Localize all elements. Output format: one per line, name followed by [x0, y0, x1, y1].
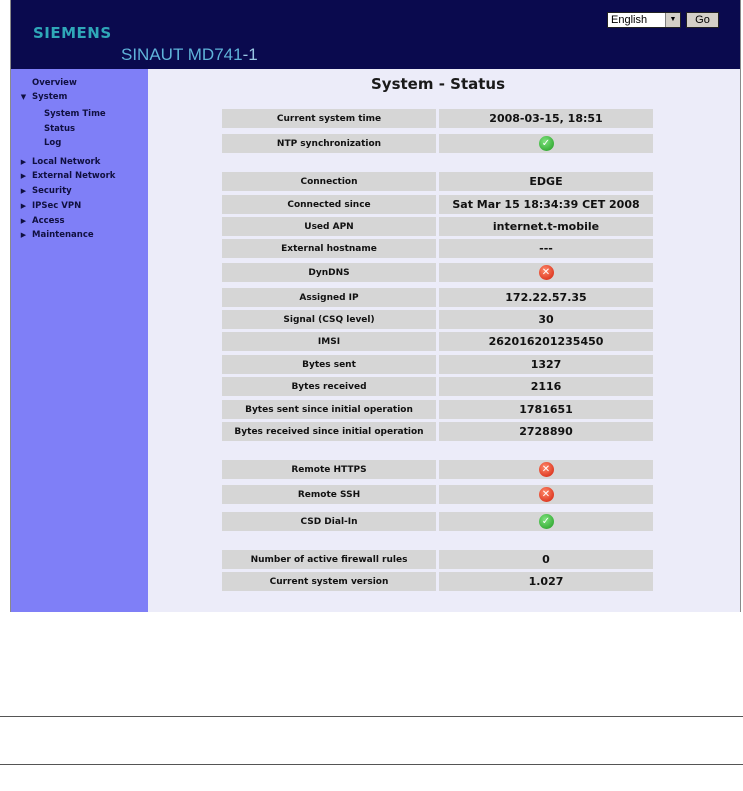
row-label: Signal (CSQ level) — [222, 310, 436, 329]
language-select[interactable] — [607, 12, 681, 28]
sidebar-item-label: Security — [32, 186, 72, 197]
header-bar — [11, 0, 740, 69]
row-value: 2116 — [439, 377, 653, 396]
sidebar-item-external-network[interactable] — [11, 169, 148, 184]
row-value: 2728890 — [439, 422, 653, 441]
check-circle-icon: ✓ — [539, 514, 554, 529]
triangle-right-icon: ▶ — [20, 201, 27, 210]
row-label: CSD Dial-In — [222, 512, 436, 531]
row-label: Number of active firewall rules — [222, 550, 436, 569]
product-title — [121, 45, 258, 65]
row-label: Bytes received — [222, 377, 436, 396]
sidebar-item-local-network[interactable] — [11, 155, 148, 170]
triangle-right-icon: ▶ — [20, 231, 27, 240]
row-value — [439, 512, 653, 531]
sidebar-item-system[interactable] — [11, 90, 148, 104]
row-value: 172.22.57.35 — [439, 288, 653, 307]
row-label: Remote SSH — [222, 485, 436, 504]
row-label: Assigned IP — [222, 288, 436, 307]
check-circle-icon: ✓ — [539, 136, 554, 151]
row-value: 2008-03-15, 18:51 — [439, 109, 653, 128]
row-value — [439, 134, 653, 153]
sidebar-item-label: Overview — [32, 78, 77, 88]
x-circle-icon: ✕ — [539, 265, 554, 280]
sidebar-item-label: Local Network — [32, 156, 101, 167]
row-label: Current system time — [222, 109, 436, 128]
row-label: Connected since — [222, 195, 436, 214]
sidebar-item-label: Maintenance — [32, 230, 94, 241]
row-value: internet.t-mobile — [439, 217, 653, 236]
siemens-logo: SIEMENS — [33, 24, 112, 42]
row-label: Remote HTTPS — [222, 460, 436, 479]
sidebar-item-overview[interactable] — [11, 77, 148, 90]
row-label: Bytes sent — [222, 355, 436, 374]
language-value: English — [611, 14, 648, 26]
row-label: DynDNS — [222, 263, 436, 282]
row-label: Current system version — [222, 572, 436, 591]
row-label: Bytes received since initial operation — [222, 422, 436, 441]
row-label: Bytes sent since initial operation — [222, 400, 436, 419]
triangle-right-icon: ▶ — [20, 187, 27, 196]
sidebar-item-label: IPSec VPN — [32, 200, 82, 211]
row-label: IMSI — [222, 332, 436, 351]
row-label: Connection — [222, 172, 436, 191]
sidebar — [11, 69, 148, 612]
sidebar-item-security[interactable] — [11, 184, 148, 199]
row-value: 1.027 — [439, 572, 653, 591]
row-value — [439, 460, 653, 479]
row-label: Used APN — [222, 217, 436, 236]
divider-line — [0, 716, 743, 717]
go-button[interactable]: Go — [686, 12, 719, 28]
row-value: 262016201235450 — [439, 332, 653, 351]
sidebar-subitem-label: Log — [44, 138, 62, 148]
product-name: SINAUT MD741 — [121, 45, 243, 64]
sidebar-item-label: Access — [32, 215, 65, 226]
row-value: EDGE — [439, 172, 653, 191]
product-suffix: -1 — [242, 45, 258, 64]
sidebar-nav — [11, 77, 148, 243]
triangle-right-icon: ▶ — [20, 216, 27, 225]
row-label: External hostname — [222, 239, 436, 258]
sidebar-subitem-log[interactable] — [11, 136, 148, 151]
row-value — [439, 485, 653, 504]
row-value: 1327 — [439, 355, 653, 374]
sidebar-subitem-label: Status — [44, 123, 76, 134]
triangle-down-icon: ▼ — [20, 93, 27, 101]
row-value: Sat Mar 15 18:34:39 CET 2008 — [439, 195, 653, 214]
main-content — [148, 69, 740, 612]
divider-line — [0, 764, 743, 765]
sidebar-subitem-status[interactable] — [11, 122, 148, 137]
page-title: System - Status — [370, 75, 506, 93]
row-value: 1781651 — [439, 400, 653, 419]
row-value — [439, 263, 653, 282]
sidebar-subitem-label: System Time — [44, 109, 106, 119]
row-label: NTP synchronization — [222, 134, 436, 153]
sidebar-item-label: System — [32, 92, 68, 102]
chevron-down-icon[interactable]: ▼ — [665, 13, 680, 27]
language-switcher — [607, 12, 719, 28]
sidebar-subitem-system-time[interactable] — [11, 107, 148, 122]
x-circle-icon: ✕ — [539, 462, 554, 477]
row-value: 30 — [439, 310, 653, 329]
sidebar-item-maintenance[interactable] — [11, 228, 148, 243]
triangle-right-icon: ▶ — [20, 172, 27, 181]
triangle-right-icon: ▶ — [20, 157, 27, 166]
sidebar-item-access[interactable] — [11, 214, 148, 229]
row-value: 0 — [439, 550, 653, 569]
sidebar-item-ipsec-vpn[interactable] — [11, 199, 148, 214]
sidebar-item-label: External Network — [32, 171, 116, 182]
x-circle-icon: ✕ — [539, 487, 554, 502]
row-value: --- — [439, 239, 653, 258]
